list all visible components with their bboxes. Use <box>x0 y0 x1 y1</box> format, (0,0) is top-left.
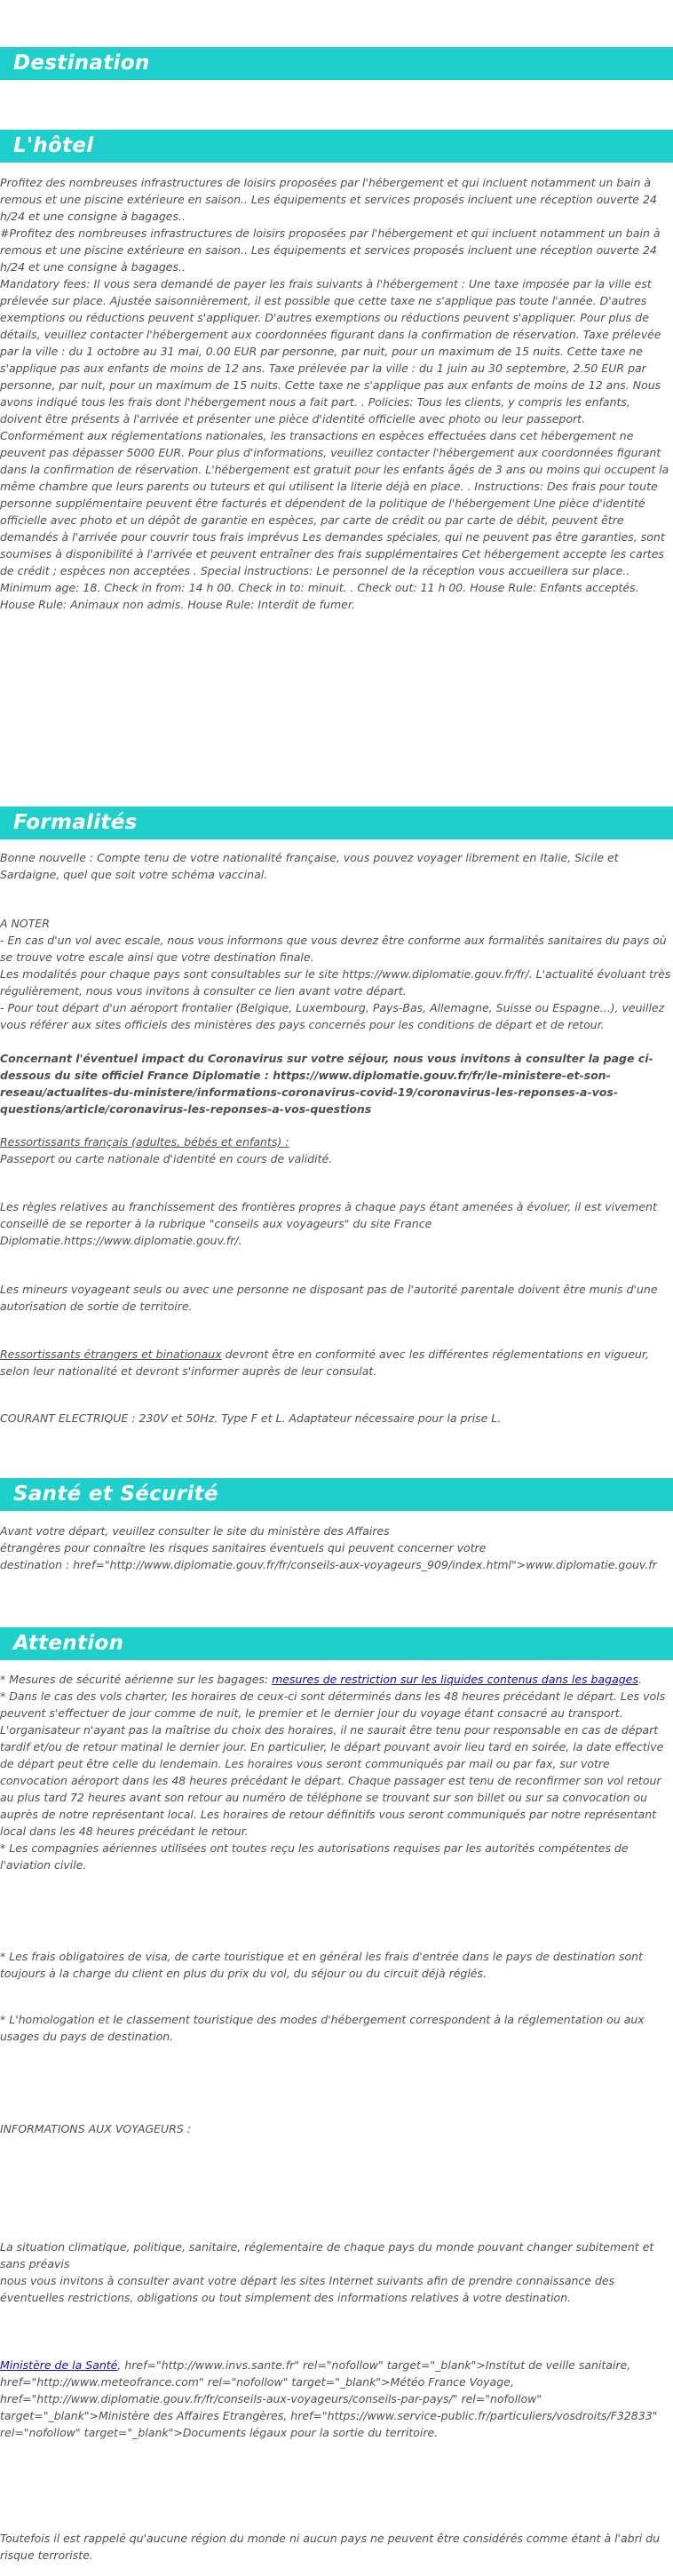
terrorisme-notice <box>0 2530 671 2564</box>
charter-notice: * Dans le cas des vols charter, les horaires de ceux-ci sont déterminés dans les 48 heures précédant le départ. Les vols peuvent s'effectuer de jour comme de nuit, le premier et le dernier jour du voyage étant consacré au transport. L'organisateur n'ayant pas la maîtrise du choix des horaires, il ne saurait être tenu pour responsable en cas de départ tardif et/ou de retour matinal le dernier jour. En particulier, le départ pouvant avoir lieu tard en soirée, la date effective de départ peut être celle du lendemain. Les horaires vous seront communiqués par mail ou par fax, sur votre convocation aéroport dans les 48 heures précédant le départ. Chaque passager est tenu de reconfirmer son vol retour au plus tard 72 heures avant son retour au numéro de téléphone se trouvant sur son billet ou sur sa convocation ou auprès de notre représentant local. Les horaires de retour définitifs vous seront communiqués par notre représentant local dans les 48 heures précédant le retour. <box>0 1690 666 1838</box>
mineurs-text: Les mineurs voyageant seuls ou avec une personne ne disposant pas de l'autorité parentale doivent être munis d'une autorisation de sortie de territoire. <box>0 1283 658 1313</box>
frontieres-text: Les règles relatives au franchissement des frontières propres à chaque pays étant amenées à évoluer, il est vivement conseillé de se reporter à la rubrique "conseils aux voyageurs" du site France Diplomatie.https://www.diplomatie.gouv.fr/. <box>0 1200 657 1247</box>
compagnies-notice: * Les compagnies aériennes utilisées ont toutes reçu les autorisations requises par les autorités compétentes de l'aviation civile. <box>0 1841 629 1872</box>
sante-line: étrangères pour connaître les risques sanitaires éventuels qui peuvent concerner votre <box>0 1541 487 1554</box>
liquides-restriction-link[interactable]: mesures de restriction sur les liquides contenus dans les bagages <box>272 1673 638 1686</box>
ressortissants-etrangers-title: Ressortissants étrangers et binationaux <box>0 1348 222 1361</box>
attention-mesures <box>0 1671 671 1873</box>
situation-notice <box>0 2238 671 2306</box>
a-noter-title: A NOTER <box>0 917 50 930</box>
ressortissants-etrangers-text: devront être en conformité avec les différentes réglementations en vigueur, selon leur nationalité et devront s'informer auprès de leur consulat. <box>0 1348 649 1378</box>
a-noter-item: - En cas d'un vol avec escale, nous vous informons que vous devrez être conforme aux formalités sanitaires du pays où se trouve votre escale ainsi que votre destination finale. <box>0 934 667 964</box>
a-noter-item: Les modalités pour chaque pays sont consultables sur le site https://www.diplomatie.gouv.fr/fr/. L'actualité évoluant très régulièrement, nous vous invitons à consulter ce lien avant votre départ. <box>0 967 671 998</box>
ressortissants-etrangers <box>0 1346 671 1379</box>
formalites-a-noter <box>0 915 671 1033</box>
section-header-formalites: Formalités <box>0 807 673 839</box>
infos-voyageurs-heading: INFORMATIONS AUX VOYAGEURS : <box>0 2122 191 2135</box>
hotel-description <box>0 174 671 613</box>
coronavirus-notice-text: Concernant l'éventuel impact du Coronavirus sur votre séjour, nous vous invitons à consulter la page ci-dessous du site officiel France Diplomatie : https://www.diplomatie.gouv.fr/fr/le-ministere-et-son-reseau/actualites-du-ministere/informations-coronavirus-covid-19/coronavirus-les-reponses-a-vos-questions/article/coronavirus-les-reponses-a-vos-questions <box>0 1052 653 1116</box>
sante-text <box>0 1523 671 1573</box>
ministere-links <box>0 2357 671 2441</box>
ministere-sante-link[interactable]: Ministère de la Santé <box>0 2358 118 2372</box>
homologation-notice <box>0 2011 671 2045</box>
sante-line: Avant votre départ, veuillez consulter le site du ministère des Affaires <box>0 1524 390 1538</box>
ressortissants-francais-text: Passeport ou carte nationale d'identité en cours de validité. <box>0 1152 333 1165</box>
hotel-paragraph: #Profitez des nombreuses infrastructures de loisirs proposées par l'hébergement et qui incluent notamment un bain à remous et une piscine extérieure en saison.. Les équipements et services proposés incluent une réception ouverte 24 h/24 et une consigne à bagages.. <box>0 227 661 274</box>
terrorisme-text: Toutefois il est rappelé qu'aucune région du monde ni aucun pays ne peuvent être considérés comme étant à l'abri du risque terroriste. <box>0 2532 661 2562</box>
frais-text: * Les frais obligatoires de visa, de carte touristique et en général les frais d'entrée dans le pays de destination sont toujours à la charge du client en plus du prix du vol, du séjour ou du circuit déjà réglés. <box>0 1950 643 1980</box>
infos-voyageurs-title <box>0 2120 671 2137</box>
homologation-text: * L'homologation et le classement touristique des modes d'hébergement correspondent à la réglementation ou aux usages du pays de destination. <box>0 2013 645 2043</box>
frais-notice <box>0 1948 671 1982</box>
mesures-suffix: . <box>637 1673 642 1686</box>
section-header-sante: Santé et Sécurité <box>0 1478 673 1511</box>
ressortissants-francais <box>0 1133 671 1167</box>
formalites-intro-text: Bonne nouvelle : Compte tenu de votre nationalité française, vous pouvez voyager librement en Italie, Sicile et Sardaigne, quel que soit votre schéma vaccinal. <box>0 851 619 881</box>
situation-text: La situation climatique, politique, sanitaire, réglementaire de chaque pays du monde pouvant changer subitement et sans préavis nous vous invitons à consulter avant votre départ les sites Internet suivants afin de prendre connaissance des éventuelles restrictions, obligations ou tout simplement des informations relatives à votre destination. <box>0 2240 654 2304</box>
section-header-hotel: L'hôtel <box>0 130 673 163</box>
courant-electrique-text: COURANT ELECTRIQUE : 230V et 50Hz. Type F et L. Adaptateur nécessaire pour la prise L. <box>0 1411 502 1425</box>
a-noter-item: - Pour tout départ d'un aéroport frontalier (Belgique, Luxembourg, Pays-Bas, Allemagne, Suisse ou Espagne...), veuillez vous référer aux sites officiels des ministères des pays concernés pour les conditions de départ et de retour. <box>0 1001 665 1031</box>
ministere-links-text: , href="http://www.invs.sante.fr" rel="nofollow" target="_blank">Institut de veille sanitaire, href="http://www.meteofrance.com" rel="nofollow" target="_blank">Météo France Voyage, href="http://www.diplomatie.gouv.fr/fr/conseils-aux-voyageurs/conseils-par-pays/" rel="nofollow" target="_blank">Ministère des Affaires Etrangères, href="https://www.service-public.fr/particuliers/vosdroits/F32833" rel="nofollow" target="_blank">Documents légaux pour la sortie du territoire. <box>0 2358 658 2439</box>
formalites-intro <box>0 849 671 883</box>
coronavirus-notice <box>0 1050 671 1117</box>
hotel-policies: Mandatory fees: Il vous sera demandé de payer les frais suivants à l'hébergement : Une taxe imposée par la ville est prélevée sur place. Ajustée saisonnièrement, il est possible que cette taxe ne s'applique pas toute l'année. D'autres exemptions ou réductions peuvent s'appliquer. D'autres exemptions ou réductions peuvent s'appliquer. Pour plus de détails, veuillez contacter l'hébergement aux coordonnées figurant dans la confirmation de réservation. Taxe prélevée par la ville : du 1 octobre au 31 mai, 0.00 EUR par personne, par nuit, pour un maximum de 15 nuits. Cette taxe ne s'applique pas aux enfants de moins de 12 ans. Taxe prélevée par la ville : du 1 juin au 30 septembre, 2.50 EUR par personne, par nuit, pour un maximum de 15 nuits. Cette taxe ne s'applique pas aux enfants de moins de 12 ans. Nous avons indiqué tous les frais dont l'hébergement nous a fait part. . Policies: Tous les clients, y compris les enfants, doivent être présents à l'arrivée et présenter une pièce d'identité officielle avec photo ou leur passeport. Conformément aux réglementations nationales, les transactions en espèces effectuées dans cet hébergement ne peuvent pas dépasser 5000 EUR. Pour plus d'informations, veuillez contacter l'hébergement aux coordonnées figurant dans la confirmation de réservation. L'hébergement est gratuit pour les enfants âgés de 3 ans ou moins qui occupent la même chambre que leurs parents ou tuteurs et qui utilisent la literie déjà en place. . Instructions: Des frais pour toute personne supplémentaire peuvent être facturés et dépendent de la politique de l'hébergement Une pièce d'identité officielle avec photo et un dépôt de garantie en espèces, par carte de crédit ou par carte de débit, peuvent être demandés à l'arrivée pour couvrir tous frais imprévus Les demandes spéciales, qui ne peuvent pas être garanties, sont soumises à disponibilité à l'arrivée et peuvent entraîner des frais supplémentaires Cet hébergement accepte les cartes de crédit ; espèces non acceptées . Special instructions: Le personnel de la réception vous accueillera sur place.. Minimum age: 18. Check in from: 14 h 00. Check in to: minuit. . Check out: 11 h 00. House Rule: Enfants acceptés. House Rule: Animaux non admis. House Rule: Interdit de fumer. <box>0 277 669 611</box>
courant-electrique <box>0 1410 671 1427</box>
frontieres-notice <box>0 1198 671 1249</box>
mineurs-notice <box>0 1281 671 1315</box>
ressortissants-francais-title: Ressortissants français (adultes, bébés et enfants) : <box>0 1135 289 1149</box>
sante-line: destination : href="http://www.diplomatie.gouv.fr/fr/conseils-aux-voyageurs_909/index.html">www.diplomatie.gouv.fr <box>0 1558 657 1571</box>
section-header-destination: Destination <box>0 47 673 80</box>
mesures-prefix: * Mesures de sécurité aérienne sur les bagages: <box>0 1673 273 1686</box>
hotel-paragraph: Profitez des nombreuses infrastructures de loisirs proposées par l'hébergement et qui incluent notamment un bain à remous et une piscine extérieure en saison.. Les équipements et services proposés incluent une réception ouverte 24 h/24 et une consigne à bagages.. <box>0 176 657 223</box>
section-header-attention: Attention <box>0 1627 673 1660</box>
